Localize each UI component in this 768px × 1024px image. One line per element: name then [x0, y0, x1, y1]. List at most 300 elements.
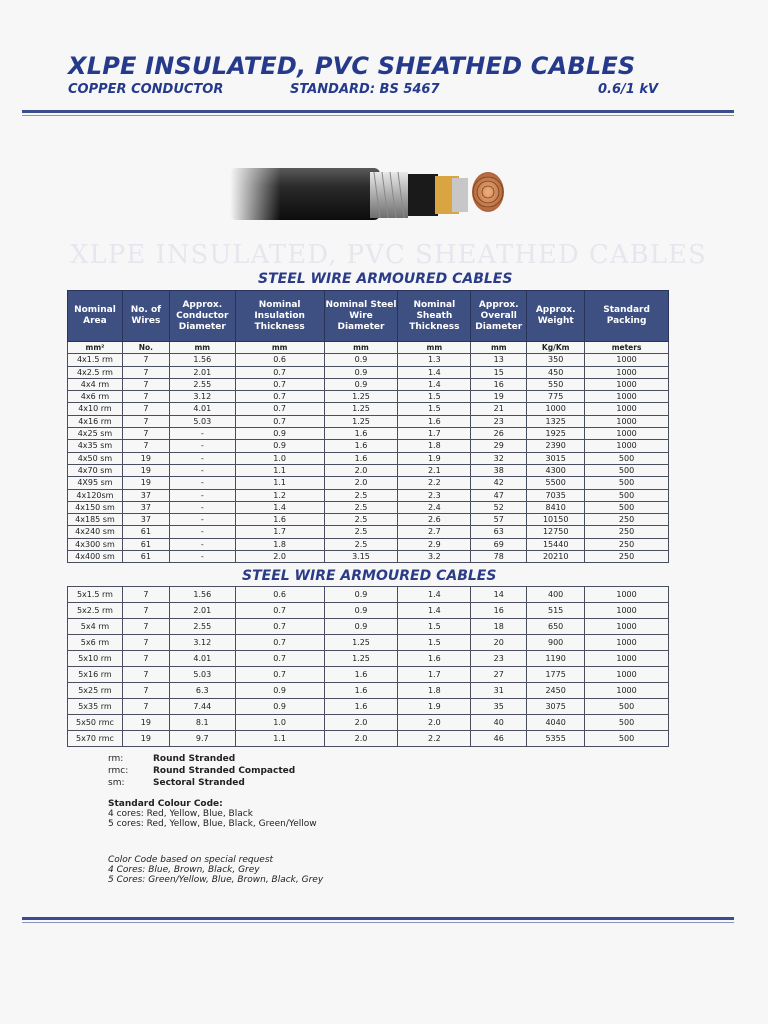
column-header: Approx. Overall Diameter [471, 291, 527, 342]
table-cell: 3.12 [169, 391, 235, 403]
table-cell: 1.6 [324, 452, 398, 464]
table-cell: 1000 [585, 667, 669, 683]
table-cell: 4040 [527, 715, 585, 731]
table-cell: 450 [527, 366, 585, 378]
table-cell: 4x10 rm [68, 403, 123, 415]
table-cell: 400 [527, 587, 585, 603]
column-header: Approx. Conductor Diameter [169, 291, 235, 342]
table-cell: - [169, 514, 235, 526]
table-cell: 40 [471, 715, 527, 731]
table-cell: 4300 [527, 464, 585, 476]
table-cell: 27 [471, 667, 527, 683]
table-cell: 1000 [585, 366, 669, 378]
table-cell: 500 [585, 464, 669, 476]
table-row [68, 489, 669, 501]
table-cell: 500 [585, 715, 669, 731]
table-cell: 1.25 [324, 403, 398, 415]
unit-cell: mm² [68, 342, 123, 354]
table-cell: - [169, 551, 235, 563]
table-cell: 0.9 [324, 354, 398, 366]
header-rule [22, 110, 734, 116]
table-cell: 4X95 sm [68, 477, 123, 489]
column-header: Standard Packing [585, 291, 669, 342]
table-cell: 0.9 [235, 699, 324, 715]
table-cell: - [169, 526, 235, 538]
table-cell: 4x35 sm [68, 440, 123, 452]
table-cell: 4x6 rm [68, 391, 123, 403]
table-cell: 4x300 sm [68, 538, 123, 550]
standard-colour-code [108, 799, 317, 829]
table-cell: 19 [122, 477, 169, 489]
table-cell: 7 [122, 440, 169, 452]
special-colour-code-title: Color Code based on special request [108, 855, 274, 865]
table-cell: 1.5 [398, 635, 471, 651]
table-row [68, 514, 669, 526]
table-cell: - [169, 538, 235, 550]
table-cell: 0.7 [235, 635, 324, 651]
table-cell: 7 [122, 587, 169, 603]
table-cell: 5.03 [169, 415, 235, 427]
table-cell: 500 [585, 501, 669, 513]
table-cell: 5x1.5 rm [68, 587, 123, 603]
table-cell: 515 [527, 603, 585, 619]
table-cell: 250 [585, 538, 669, 550]
table-cell: 1.6 [398, 415, 471, 427]
table-cell: 4x50 sm [68, 452, 123, 464]
table-cell: 1.8 [235, 538, 324, 550]
watermark-text: XLPE INSULATED, PVC SHEATHED CABLES [70, 240, 707, 270]
table-cell: 20210 [527, 551, 585, 563]
table-row [68, 603, 669, 619]
table-cell: 1.25 [324, 415, 398, 427]
table-cell: 1.9 [398, 699, 471, 715]
table-cell: 1.5 [398, 403, 471, 415]
table-cell: 1000 [585, 651, 669, 667]
table-cell: 7 [122, 415, 169, 427]
table-cell: 0.6 [235, 354, 324, 366]
table-cell: 1000 [527, 403, 585, 415]
table-cell: 775 [527, 391, 585, 403]
table-cell: 1000 [585, 403, 669, 415]
table-cell: 0.7 [235, 651, 324, 667]
table-cell: 2.5 [324, 538, 398, 550]
table-cell: 31 [471, 683, 527, 699]
table-cell: 0.7 [235, 391, 324, 403]
table-cell: 0.7 [235, 667, 324, 683]
table-cell: 2.7 [398, 526, 471, 538]
table-cell: 1325 [527, 415, 585, 427]
page-title: XLPE INSULATED, PVC SHEATHED CABLES [68, 52, 636, 80]
table-cell: 1.9 [398, 452, 471, 464]
table-cell: 7 [122, 619, 169, 635]
table-row [68, 464, 669, 476]
table-cell: 1.2 [235, 489, 324, 501]
table-cell: 4x1.5 rm [68, 354, 123, 366]
table-cell: 5x70 rmc [68, 731, 123, 747]
table-cell: 16 [471, 378, 527, 390]
table-cell: 37 [122, 489, 169, 501]
table-cell: 21 [471, 403, 527, 415]
table-cell: 1.6 [398, 651, 471, 667]
table-row [68, 391, 669, 403]
table-cell: 15440 [527, 538, 585, 550]
table-cell: 47 [471, 489, 527, 501]
conductor-label: COPPER CONDUCTOR [68, 82, 224, 97]
table-cell: 3075 [527, 699, 585, 715]
table-cell: 1.1 [235, 731, 324, 747]
table-cell: 5x25 rm [68, 683, 123, 699]
table-cell: 12750 [527, 526, 585, 538]
column-header: Nominal Steel Wire Diameter [324, 291, 398, 342]
table-cell: 1.5 [398, 391, 471, 403]
table-cell: 0.7 [235, 415, 324, 427]
column-header: No. of Wires [122, 291, 169, 342]
table-cell: 1.25 [324, 391, 398, 403]
table-cell: 10150 [527, 514, 585, 526]
table-row [68, 619, 669, 635]
table-cell: 52 [471, 501, 527, 513]
table-cell: 500 [585, 489, 669, 501]
table-cell: 1925 [527, 428, 585, 440]
table-cell: 26 [471, 428, 527, 440]
table-cell: 350 [527, 354, 585, 366]
table-cell: 1.7 [398, 667, 471, 683]
table-row [68, 501, 669, 513]
table-cell: 57 [471, 514, 527, 526]
table-cell: 1.56 [169, 587, 235, 603]
table-cell: 20 [471, 635, 527, 651]
table-cell: 1.6 [324, 428, 398, 440]
table-cell: 1.6 [324, 699, 398, 715]
table-cell: 13 [471, 354, 527, 366]
table-units-row [68, 342, 669, 354]
table-cell: 1000 [585, 440, 669, 452]
table-cell: 0.9 [235, 428, 324, 440]
unit-cell: No. [122, 342, 169, 354]
table-cell: 2.0 [398, 715, 471, 731]
table-cell: 2.5 [324, 501, 398, 513]
table-cell: - [169, 489, 235, 501]
table-row [68, 667, 669, 683]
table-cell: 42 [471, 477, 527, 489]
abbreviation-rm: rm: Round Stranded [108, 754, 236, 764]
table-cell: 500 [585, 699, 669, 715]
table-cell: 16 [471, 603, 527, 619]
standard-label: STANDARD: BS 5467 [290, 82, 440, 97]
unit-cell: Kg/Km [527, 342, 585, 354]
unit-cell: mm [169, 342, 235, 354]
table-cell: 1.4 [398, 603, 471, 619]
unit-cell: meters [585, 342, 669, 354]
table-cell: 4x150 sm [68, 501, 123, 513]
table-cell: 2.01 [169, 603, 235, 619]
table-cell: 78 [471, 551, 527, 563]
table-cell: 1000 [585, 619, 669, 635]
table-cell: 19 [122, 731, 169, 747]
table-cell: 1.4 [235, 501, 324, 513]
table-cell: 1.6 [324, 440, 398, 452]
table-cell: 2390 [527, 440, 585, 452]
table-cell: 2.0 [324, 715, 398, 731]
table-cell: 1.7 [235, 526, 324, 538]
table-cell: 4x240 sm [68, 526, 123, 538]
colour-code-line: 5 cores: Red, Yellow, Blue, Black, Green/Yellow [108, 819, 317, 829]
table-cell: 1.3 [398, 354, 471, 366]
table-cell: 19 [122, 464, 169, 476]
table1-title: STEEL WIRE ARMOURED CABLES [258, 271, 513, 287]
table-cell: 5.03 [169, 667, 235, 683]
table-cell: 2.5 [324, 489, 398, 501]
table-cell: 9.7 [169, 731, 235, 747]
table-cell: 250 [585, 551, 669, 563]
table-cell: 3.12 [169, 635, 235, 651]
table-row [68, 366, 669, 378]
table-cell: 5x16 rm [68, 667, 123, 683]
table-cell: 2.1 [398, 464, 471, 476]
table-cell: 3.15 [324, 551, 398, 563]
table2-title: STEEL WIRE ARMOURED CABLES [242, 568, 497, 584]
table-cell: 23 [471, 651, 527, 667]
table-cell: 7 [122, 428, 169, 440]
table-cell: 500 [585, 731, 669, 747]
table-cell: 0.7 [235, 403, 324, 415]
table-row [68, 699, 669, 715]
table-cell: 1000 [585, 603, 669, 619]
table-row [68, 683, 669, 699]
table-cell: 4x185 sm [68, 514, 123, 526]
table-cell: 7 [122, 667, 169, 683]
table-cell: 0.9 [324, 587, 398, 603]
table-cell: 7 [122, 683, 169, 699]
unit-cell: mm [235, 342, 324, 354]
table-cell: 1.7 [398, 428, 471, 440]
table-row [68, 651, 669, 667]
table-cell: 19 [471, 391, 527, 403]
table-cell: 18 [471, 619, 527, 635]
table-cell: 1.0 [235, 452, 324, 464]
table-cell: 2.5 [324, 514, 398, 526]
table-cell: 4x16 rm [68, 415, 123, 427]
table-cell: 4.01 [169, 403, 235, 415]
table-row [68, 538, 669, 550]
table-cell: 4x120sm [68, 489, 123, 501]
table-row [68, 403, 669, 415]
table-cell: 69 [471, 538, 527, 550]
table-cell: 1.25 [324, 635, 398, 651]
table-cell: 1000 [585, 354, 669, 366]
footer-rule [22, 917, 734, 923]
table-cell: 1000 [585, 378, 669, 390]
table-cell: 5x6 rm [68, 635, 123, 651]
table-cell: 8410 [527, 501, 585, 513]
table-header-row [68, 291, 669, 342]
table-row [68, 715, 669, 731]
unit-cell: mm [471, 342, 527, 354]
table-cell: - [169, 440, 235, 452]
table-cell: 5x35 rm [68, 699, 123, 715]
table-cell: 550 [527, 378, 585, 390]
table-cell: - [169, 501, 235, 513]
table-cell: 5x10 rm [68, 651, 123, 667]
table-cell: 1000 [585, 391, 669, 403]
table-cell: 2450 [527, 683, 585, 699]
table-cell: 2.4 [398, 501, 471, 513]
armoured-4core-table [67, 290, 669, 563]
table-cell: - [169, 428, 235, 440]
table-cell: 4.01 [169, 651, 235, 667]
table-cell: 3.2 [398, 551, 471, 563]
table-cell: 1.4 [398, 366, 471, 378]
table-cell: 8.1 [169, 715, 235, 731]
table-cell: 650 [527, 619, 585, 635]
table-cell: 6.3 [169, 683, 235, 699]
table-cell: 2.9 [398, 538, 471, 550]
table-row [68, 415, 669, 427]
table-cell: 500 [585, 452, 669, 464]
table-cell: 0.9 [324, 366, 398, 378]
table-cell: 4x25 sm [68, 428, 123, 440]
table-cell: 7 [122, 635, 169, 651]
table-cell: - [169, 464, 235, 476]
table-row [68, 440, 669, 452]
table-cell: 5x50 rmc [68, 715, 123, 731]
table-row [68, 731, 669, 747]
column-header: Nominal Sheath Thickness [398, 291, 471, 342]
table-cell: 37 [122, 501, 169, 513]
table-cell: 0.7 [235, 378, 324, 390]
table-cell: 1.4 [398, 378, 471, 390]
table-cell: 1.1 [235, 464, 324, 476]
armoured-5core-table [67, 586, 669, 747]
table-cell: 1.5 [398, 619, 471, 635]
table-cell: 1000 [585, 587, 669, 603]
table-row [68, 452, 669, 464]
table-cell: 32 [471, 452, 527, 464]
table-cell: 1190 [527, 651, 585, 667]
table-cell: 38 [471, 464, 527, 476]
unit-cell: mm [398, 342, 471, 354]
column-header: Approx. Weight [527, 291, 585, 342]
table-cell: 1.0 [235, 715, 324, 731]
table-cell: 1.1 [235, 477, 324, 489]
table-cell: 5500 [527, 477, 585, 489]
table-cell: 29 [471, 440, 527, 452]
column-header: Nominal Insulation Thickness [235, 291, 324, 342]
column-header: Nominal Area [68, 291, 123, 342]
table-cell: 0.9 [324, 378, 398, 390]
special-code-line: 5 Cores: Green/Yellow, Blue, Brown, Black, Grey [108, 875, 324, 885]
table-cell: 250 [585, 514, 669, 526]
table-row [68, 551, 669, 563]
table-cell: 2.0 [235, 551, 324, 563]
table-row [68, 428, 669, 440]
table-cell: 1.56 [169, 354, 235, 366]
table-cell: 7 [122, 391, 169, 403]
table-cell: 2.01 [169, 366, 235, 378]
table-cell: 7 [122, 378, 169, 390]
table-cell: 19 [122, 715, 169, 731]
table-cell: - [169, 477, 235, 489]
voltage-label: 0.6/1 kV [598, 82, 659, 97]
table-cell: 0.7 [235, 603, 324, 619]
table-cell: 1.25 [324, 651, 398, 667]
table-cell: 15 [471, 366, 527, 378]
table-cell: 500 [585, 477, 669, 489]
table-cell: 1.6 [235, 514, 324, 526]
table-cell: 7 [122, 354, 169, 366]
table-cell: 2.2 [398, 477, 471, 489]
abbreviation-legend [108, 754, 295, 790]
table-cell: 7 [122, 603, 169, 619]
table-cell: 0.6 [235, 587, 324, 603]
unit-cell: mm [324, 342, 398, 354]
special-colour-code [108, 855, 323, 885]
table-cell: 4x4 rm [68, 378, 123, 390]
table-row [68, 635, 669, 651]
armoured-cable-cutaway-icon [230, 160, 510, 224]
table-cell: 46 [471, 731, 527, 747]
table-cell: 1000 [585, 635, 669, 651]
table-cell: 2.6 [398, 514, 471, 526]
table-cell: 19 [122, 452, 169, 464]
table-cell: 61 [122, 538, 169, 550]
table-cell: 1.8 [398, 440, 471, 452]
table-cell: 0.7 [235, 366, 324, 378]
table-cell: 7035 [527, 489, 585, 501]
table-cell: - [169, 452, 235, 464]
table-cell: 7.44 [169, 699, 235, 715]
table-cell: 2.55 [169, 378, 235, 390]
standard-colour-code-title: Standard Colour Code: [108, 799, 223, 809]
table-cell: 4x400 sm [68, 551, 123, 563]
abbreviation-sm: sm: Sectoral Stranded [108, 778, 245, 788]
table-cell: 0.9 [235, 440, 324, 452]
table-cell: 23 [471, 415, 527, 427]
table-cell: 900 [527, 635, 585, 651]
colour-code-line: 4 cores: Red, Yellow, Blue, Black [108, 809, 253, 819]
table-cell: 3015 [527, 452, 585, 464]
table-cell: 7 [122, 651, 169, 667]
table-cell: 4x2.5 rm [68, 366, 123, 378]
table-cell: 1.6 [324, 683, 398, 699]
table-cell: 2.55 [169, 619, 235, 635]
table-cell: 35 [471, 699, 527, 715]
table-cell: 250 [585, 526, 669, 538]
abbreviation-rmc: rmc: Round Stranded Compacted [108, 766, 296, 776]
table-cell: 2.2 [398, 731, 471, 747]
table-row [68, 354, 669, 366]
table-cell: 1.6 [324, 667, 398, 683]
table-row [68, 378, 669, 390]
table-cell: 4x70 sm [68, 464, 123, 476]
table-row [68, 477, 669, 489]
table-cell: 1.8 [398, 683, 471, 699]
table-cell: 2.0 [324, 464, 398, 476]
table-cell: 2.5 [324, 526, 398, 538]
table-cell: 1000 [585, 428, 669, 440]
table-cell: 0.9 [324, 619, 398, 635]
table-cell: 61 [122, 551, 169, 563]
table-cell: 1000 [585, 683, 669, 699]
table-cell: 1000 [585, 415, 669, 427]
table-row [68, 526, 669, 538]
table-cell: 14 [471, 587, 527, 603]
table-cell: 5355 [527, 731, 585, 747]
table-cell: 2.0 [324, 731, 398, 747]
table-cell: 1775 [527, 667, 585, 683]
table-cell: 61 [122, 526, 169, 538]
table-cell: 2.0 [324, 477, 398, 489]
